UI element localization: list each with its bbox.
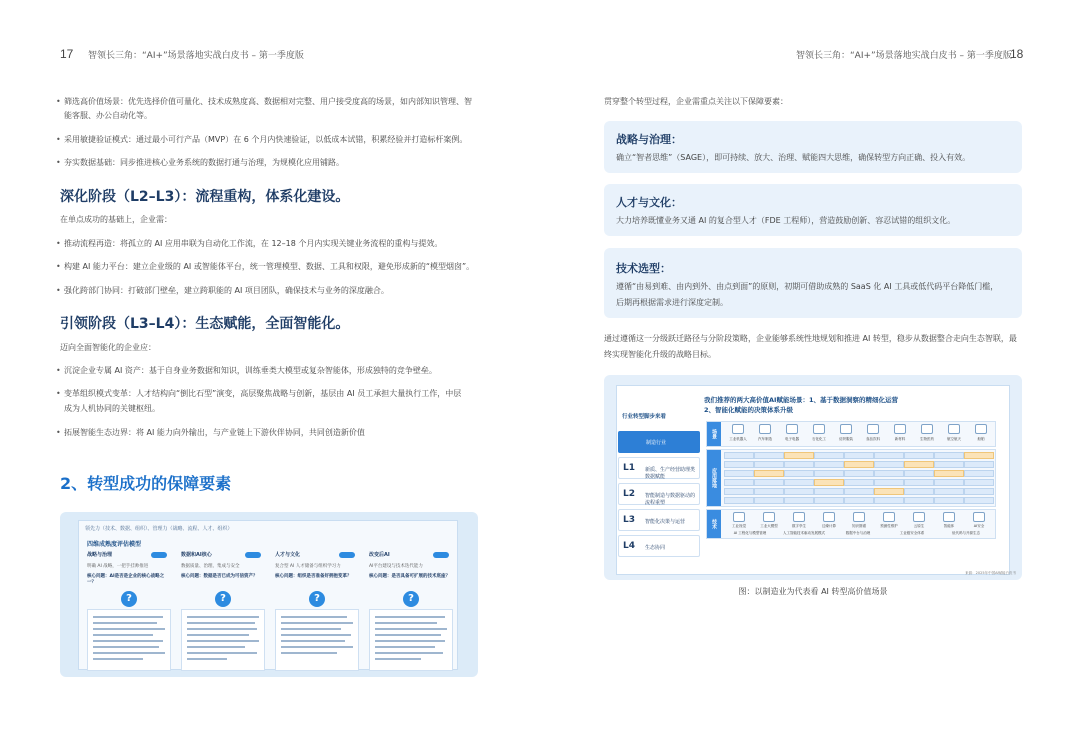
level-l1: [618, 457, 700, 479]
application-cell: [934, 479, 964, 486]
figure-caption: 图：以制造业为代表看 AI 转型高价值场景: [738, 587, 888, 596]
application-cell: [934, 470, 964, 477]
application-cell: [724, 497, 754, 504]
application-cell: [904, 497, 934, 504]
maturity-column-question: 核心问题：组织是否准备好拥抱变革？: [275, 574, 352, 579]
tech-icon-label: 工业视觉: [732, 524, 746, 528]
application-cell: [754, 470, 784, 477]
card-body-cont: 后期再根据需求进行深度定制。: [616, 298, 728, 307]
level-text: 制造行业: [646, 440, 667, 446]
stage2-intro: 在单点成功的基础上，企业需：: [60, 215, 172, 224]
tech-icon: [733, 512, 745, 522]
scene-icon: [921, 424, 933, 434]
application-cell: [934, 497, 964, 504]
card-body: 确立“智者思维”（SAGE），即可持续、放大、治理、赋能四大思维，确保转型方向正确、投入有效。: [616, 153, 971, 162]
tech-icon: [763, 512, 775, 522]
tech-icon: [973, 512, 985, 522]
application-cell: [964, 497, 994, 504]
application-cell: [964, 452, 994, 459]
bullet-data-foundation: • 夯实数据基础：同步推进核心业务系统的数据打通与治理，为规模化应用铺路。: [64, 155, 494, 170]
application-cell: [814, 452, 844, 459]
section-heading-guarantees: 2、转型成功的保障要素: [60, 474, 232, 493]
maturity-column-box: [181, 609, 265, 671]
application-cell: [874, 470, 904, 477]
scene-icon: [813, 424, 825, 434]
left-header-title: 智领长三角：“AI+”场景落地实战白皮书 – 第一季度版: [88, 51, 304, 61]
maturity-column: [369, 551, 453, 669]
application-cell: [814, 461, 844, 468]
level-code: L1: [623, 463, 635, 473]
tech-icon-label: 预测性维护: [880, 524, 898, 528]
level-code: L2: [623, 489, 635, 499]
right-page: [540, 0, 1080, 737]
band-label: 应用落地: [707, 450, 721, 506]
manufacturing-ai-figure: [604, 375, 1022, 580]
stage3-bullet-ecosystem: • 拓展智能生态边界：将 AI 能力向外输出，与产业链上下游伙伴协同，共同创造新价值: [64, 425, 494, 440]
left-page-number: 17: [60, 47, 74, 61]
scene-icon-label: 生物医药: [920, 437, 934, 441]
bullet-agile-validation: • 采用敏捷验证模式：通过最小可行产品（MVP）在 6 个月内快速验证，以低成本试错，积累经验并打造标杆案例。: [64, 132, 494, 147]
tech-caption: 低代码与开源生态: [952, 531, 980, 535]
scene-icon: [786, 424, 798, 434]
application-cell: [904, 461, 934, 468]
maturity-column-sub: 复合型 AI 人才储备与组织学习力: [275, 564, 341, 569]
application-cell: [754, 479, 784, 486]
scene-icon-label: 纺织服装: [839, 437, 853, 441]
bullet-high-value-scenes: • 筛选高价值场景：优先选择价值可量化、技术成熟度高、数据相对完整、用户接受度高的场景，如内部知识管理、智: [64, 94, 494, 109]
right-header-title: 智领长三角：“AI+”场景落地实战白皮书 – 第一季度版: [796, 51, 1012, 61]
level-code: L3: [623, 515, 635, 525]
scene-icon-label: 电子电器: [785, 437, 799, 441]
card-body: 大力培养既懂业务又通 AI 的复合型人才（FDE 工程师），营造鼓励创新、容忍试错的组织文化。: [616, 216, 956, 225]
application-cell: [934, 461, 964, 468]
application-cell: [754, 497, 784, 504]
industry-transform-title: 行业转型脚步来看: [622, 414, 667, 420]
card-title: 战略与治理：: [616, 133, 682, 146]
tech-caption: 数据中台与治理: [845, 531, 871, 535]
tech-icon: [913, 512, 925, 522]
stage3-bullet-org: • 变革组织模式变革：人才结构向“倒比石型”演变，高层聚焦战略与创新，基层由 AI 员工承担大量执行工作，中层: [64, 386, 494, 401]
application-cell: [904, 479, 934, 486]
maturity-column-head: 人才与文化: [275, 552, 301, 558]
scene-icon-label: 石化化工: [812, 437, 826, 441]
application-cell: [724, 479, 754, 486]
tech-caption: 工业级安全体系: [899, 531, 925, 535]
application-cell: [754, 452, 784, 459]
application-cell: [784, 497, 814, 504]
question-mark-icon: ?: [215, 591, 231, 607]
column-pill: [339, 552, 355, 558]
scene-icon-label: 船舶: [977, 437, 985, 441]
figure-source-note: 来源：2025年中国AI赋能白皮书: [965, 571, 1016, 575]
stage2-bullet-platform: • 构建 AI 能力平台：建立企业级的 AI 或智能体平台，统一管理模型、数据、工具和权限，避免形成新的“模型烟囱”。: [64, 259, 494, 274]
level-l3: [618, 509, 700, 531]
level-l4: [618, 535, 700, 557]
maturity-column: [275, 551, 359, 669]
band-label: 技术: [707, 510, 721, 538]
tech-icon: [853, 512, 865, 522]
application-cell: [904, 452, 934, 459]
application-cell: [844, 497, 874, 504]
tech-icon-label: 工业大模型: [760, 524, 778, 528]
maturity-column-sub: AI平台建设与技术迭代能力: [369, 564, 423, 569]
summary-line-2: 终实现智能化升级的战略目标。: [604, 350, 716, 359]
column-pill: [433, 552, 449, 558]
scene-icon-label: 工业机器人: [729, 437, 747, 441]
maturity-column-head: 改变后AI: [369, 552, 390, 558]
maturity-model-figure: [60, 512, 478, 677]
guarantees-intro: 贯穿整个转型过程，企业需重点关注以下保障要素：: [604, 97, 788, 106]
scene-icon-label: 汽车制造: [758, 437, 772, 441]
maturity-column-box: [369, 609, 453, 671]
maturity-column-box: [275, 609, 359, 671]
level-code: L4: [623, 541, 635, 551]
application-cell: [814, 479, 844, 486]
scene-icon: [894, 424, 906, 434]
stage3-bullet-assets: • 沉淀企业专属 AI 资产：基于自身业务数据和知识，训练垂类大模型或复杂智能体，形成独特的竞争壁垒。: [64, 363, 494, 378]
application-cell: [874, 461, 904, 468]
application-cell: [964, 479, 994, 486]
scene-icon: [948, 424, 960, 434]
tech-icon: [943, 512, 955, 522]
application-cell: [844, 479, 874, 486]
application-cell: [964, 461, 994, 468]
question-mark-icon: ?: [403, 591, 419, 607]
card-title: 人才与文化：: [616, 196, 682, 209]
level-text: 智能制造与数据驱动的流程重塑: [645, 493, 696, 506]
application-cell: [724, 470, 754, 477]
scene-icon-label: 航空航天: [947, 437, 961, 441]
level-text: 新质、生产经营助理类数据赋能: [645, 467, 696, 480]
card-talent-culture: [604, 184, 1022, 236]
column-pill: [151, 552, 167, 558]
band-label: 场景: [707, 422, 721, 446]
application-cell: [724, 488, 754, 495]
maturity-figure-caption: 领先力（技术、数据、组织）、管理力（战略、流程、人才、组织）: [85, 526, 233, 532]
stage3-bullet-org-cont: 成为人机协同的关键枢纽。: [64, 404, 160, 413]
question-mark-icon: ?: [309, 591, 325, 607]
maturity-model-panel: [78, 520, 458, 670]
scene-icon: [732, 424, 744, 434]
tech-icon-label: 智能体: [943, 524, 955, 528]
application-cell: [844, 452, 874, 459]
application-cell: [874, 488, 904, 495]
scenario-grid: [706, 421, 996, 539]
tech-icon-label: 云原生: [913, 524, 925, 528]
tech-icon-label: AI安全: [973, 524, 985, 528]
scene-icon: [867, 424, 879, 434]
tech-icon: [823, 512, 835, 522]
application-cell: [904, 488, 934, 495]
card-title: 技术选型：: [616, 262, 671, 275]
application-cell: [784, 488, 814, 495]
stage3-intro: 迈向全面智能化的企业应：: [60, 343, 156, 352]
scene-icon: [759, 424, 771, 434]
scene-icon: [975, 424, 987, 434]
maturity-column-sub: 数据质量、治理、集成与安全: [181, 564, 240, 569]
tech-caption: 人工智能技术驱动发展模式: [783, 531, 825, 535]
maturity-column-box: [87, 609, 171, 671]
maturity-column: [181, 551, 265, 669]
summary-line-1: 通过遵循这一分级跃迁路径与分阶段策略，企业能够系统性地规划和推进 AI 转型，稳步从数据整合走向生态智联，最: [604, 334, 1017, 343]
application-cell: [754, 488, 784, 495]
application-cell: [784, 470, 814, 477]
card-tech-selection: [604, 248, 1022, 318]
application-cell: [934, 452, 964, 459]
application-cell: [874, 497, 904, 504]
application-cell: [784, 452, 814, 459]
application-cell: [724, 461, 754, 468]
stage2-bullet-collab: • 强化跨部门协同：打破部门壁垒，建立跨职能的 AI 项目团队，确保技术与业务的深度融合。: [64, 283, 494, 298]
maturity-column: [87, 551, 171, 669]
application-cell: [874, 479, 904, 486]
application-cell: [784, 479, 814, 486]
level-l2: [618, 483, 700, 505]
scene-icon-label: 食品饮料: [866, 437, 880, 441]
right-page-number: 18: [1010, 47, 1024, 61]
question-mark-icon: ?: [121, 591, 137, 607]
application-cell: [844, 470, 874, 477]
maturity-column-head: 数据和AI核心: [181, 552, 212, 558]
maturity-column-question: 核心问题：是否具备可扩展的技术底座？: [369, 574, 450, 579]
scene-icon-label: 新材料: [894, 437, 906, 441]
application-cell: [784, 461, 814, 468]
scene-icon: [840, 424, 852, 434]
figure-title-line-1: 我们推荐的两大高价值AI赋能场景：1、基于数据洞察的精细化运营: [704, 396, 898, 404]
maturity-figure-title: 四维成熟度评估模型: [87, 541, 142, 548]
application-cell: [814, 497, 844, 504]
application-cell: [874, 452, 904, 459]
application-cell: [814, 470, 844, 477]
stage2-bullet-process: • 推动流程再造：将孤立的 AI 应用串联为自动化工作流，在 12–18 个月内实现关键业务流程的重构与提效。: [64, 236, 494, 251]
column-pill: [245, 552, 261, 558]
application-cell: [814, 488, 844, 495]
application-cell: [754, 461, 784, 468]
bullet-high-value-scenes-cont: 能客服、办公自动化等。: [64, 111, 152, 120]
application-cell: [934, 488, 964, 495]
stage2-heading: 深化阶段（L2–L3）：流程重构，体系化建设。: [60, 189, 350, 205]
tech-icon-label: 知识图谱: [852, 524, 866, 528]
figure-title-line-2: 2、智能化赋能的决策体系升级: [704, 406, 794, 414]
maturity-column-question: 核心问题：数据是否已成为可信资产？: [181, 574, 258, 579]
level-industry: [618, 431, 700, 453]
tech-icon: [883, 512, 895, 522]
card-body: 遵循“由易到难、由内到外、由点到面”的原则，初期可借助成熟的 SaaS 化 AI 工具或低代码平台降低门槛，: [616, 282, 999, 291]
card-strategy-governance: [604, 121, 1022, 173]
application-cell: [844, 488, 874, 495]
application-cell: [724, 452, 754, 459]
level-text: 智能化决策与运营: [645, 519, 686, 525]
tech-icon-label: 数字孪生: [792, 524, 806, 528]
level-text: 生态协同: [645, 545, 666, 551]
tech-caption: AI 工程化与模型管理: [733, 531, 767, 535]
stage3-heading: 引领阶段（L3–L4）：生态赋能，全面智能化。: [60, 316, 350, 332]
tech-icon-label: 边缘计算: [822, 524, 836, 528]
maturity-column-sub: 明确 AI 战略，一把手挂帅推进: [87, 564, 149, 569]
application-cell: [964, 488, 994, 495]
tech-icon: [793, 512, 805, 522]
application-cell: [964, 470, 994, 477]
application-cell: [904, 470, 934, 477]
maturity-column-head: 战略与治理: [87, 552, 113, 558]
application-cell: [844, 461, 874, 468]
maturity-column-question: 核心问题：AI是否是企业的核心战略之一？: [87, 574, 165, 585]
